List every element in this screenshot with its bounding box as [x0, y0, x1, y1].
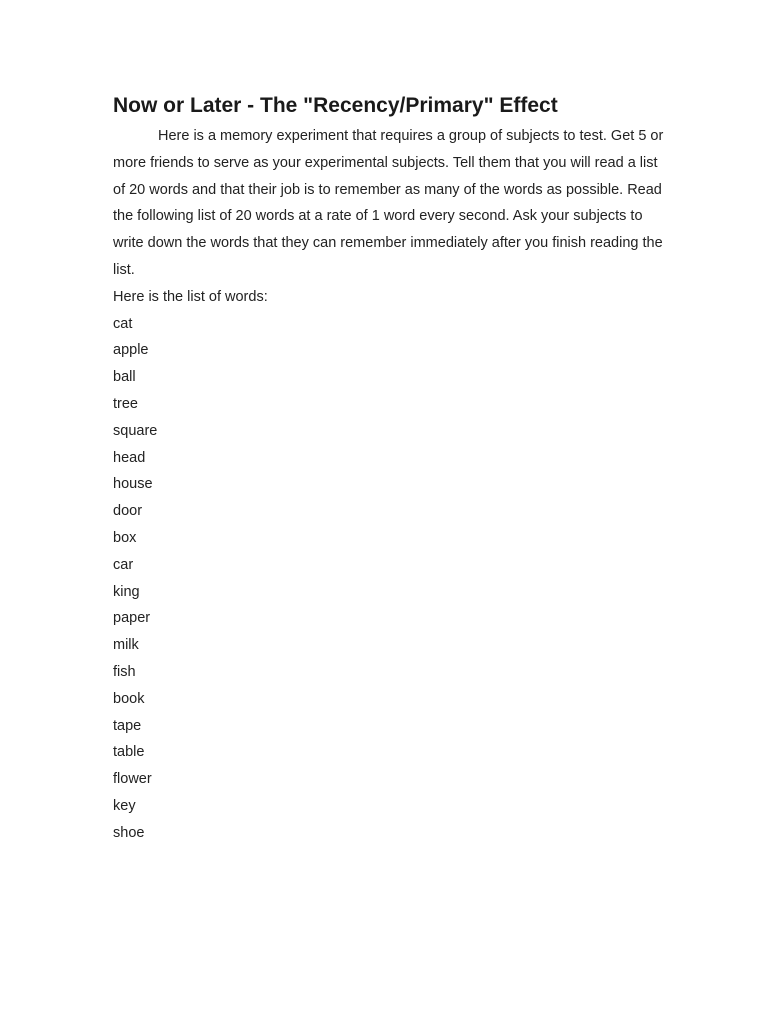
list-item: cat	[113, 315, 133, 332]
list-item: fish	[113, 663, 136, 680]
list-item: box	[113, 529, 137, 546]
word-list	[113, 311, 673, 847]
intro-paragraph: Here is a memory experiment that requires a group of subjects to test. Get 5 or more friends to serve as your experimental subjects. Tell them that you will read a list of 20 words and that their job is to remember as many of the words as possible. Read the following list of 20 words at a rate of 1 word every second. Ask your subjects to write down the words that they can remember immediately after you finish reading the list.	[113, 128, 664, 278]
list-item: square	[113, 422, 158, 439]
list-item: key	[113, 797, 136, 814]
list-item: milk	[113, 637, 139, 654]
list-item: paper	[113, 610, 151, 627]
list-item: king	[113, 583, 140, 600]
list-item: ball	[113, 369, 136, 386]
document-title: Now or Later - The "Recency/Primary" Effect	[113, 94, 558, 117]
list-item: tree	[113, 395, 138, 412]
list-item: head	[113, 449, 146, 466]
list-item: flower	[113, 771, 152, 788]
document-page	[113, 90, 673, 847]
list-item: door	[113, 503, 143, 520]
list-item: shoe	[113, 824, 145, 841]
list-item: book	[113, 690, 145, 707]
word-list-label: Here is the list of words:	[113, 288, 268, 305]
list-item: tape	[113, 717, 142, 734]
list-item: car	[113, 556, 134, 573]
list-item: house	[113, 476, 153, 493]
list-item: table	[113, 744, 145, 761]
list-item: apple	[113, 342, 149, 359]
